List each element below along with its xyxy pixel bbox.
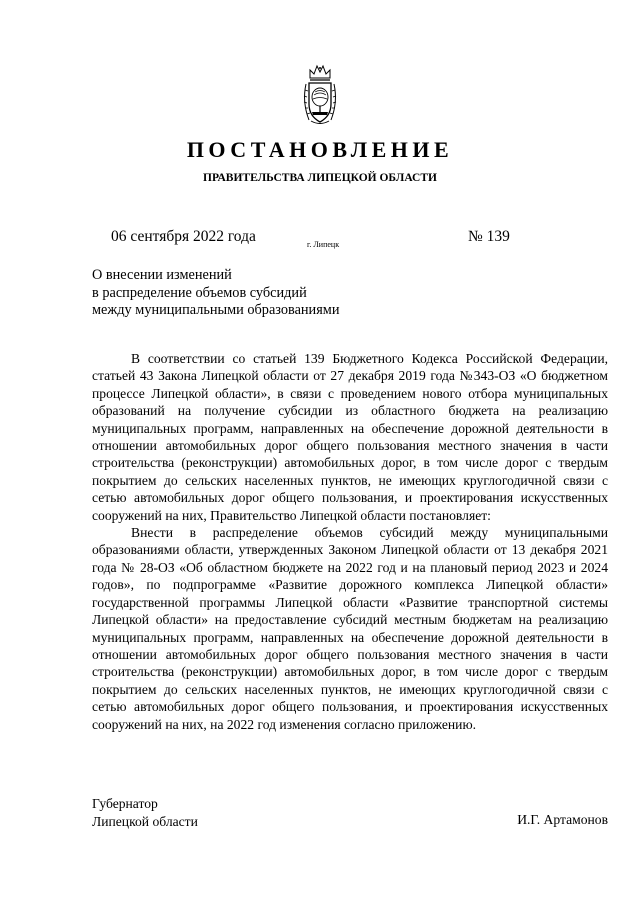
document-title: ПОСТАНОВЛЕНИЕ: [186, 137, 454, 162]
document-subject: [92, 267, 340, 320]
body-paragraph: В соответствии со статьей 139 Бюджетного Кодекса Российской Федерации, статьей 43 Закона Липецкой области от 27 декабря 2019 года №343-ОЗ «О бюджетном процессе Липецкой области», в связи с проведением нового отбора муниципальных образований на получение субсидии из областного бюджета на реализацию муниципальных программ, направленных на обеспечение дорожной деятельности в отношении автомобильных дорог общего пользования местного значения в части строительства (реконструкции) автомобильных дорог, в том числе дорог с твердым покрытием до сельских населенных пунктов, не имеющих круглогодичной связи с сетью автомобильных дорог общего пользования, и проектирования искусственных сооружений на них, Правительство Липецкой области постановляет:: [92, 351, 608, 523]
body-paragraph: Внести в распределение объемов субсидий между муниципальными образованиями области, утвержденных Законом Липецкой области от 13 декабря 2021 года № 28-ОЗ «Об областном бюджете на 2022 год и на плановый период 2023 и 2024 годов», по подпрограмме «Развитие дорожного комплекса Липецкой области» государственной программы Липецкой области «Развитие транспортной системы Липецкой области» на предоставление субсидий местным бюджетам на реализацию муниципальных программ, направленных на обеспечение дорожной деятельности в отношении автомобильных дорог общего пользования местного значения в части строительства (реконструкции) автомобильных дорог, в том числе дорог с твердым покрытием до сельских населенных пунктов, не имеющих круглогодичной связи с сетью автомобильных дорог общего пользования, и проектирования искусственных сооружений на них, на 2022 год изменения согласно приложению.: [92, 525, 608, 732]
subject-line: в распределение объемов субсидий: [92, 284, 307, 301]
position-line: Липецкой области: [92, 813, 198, 829]
document-city: г. Липецк: [307, 240, 340, 249]
signatory-name: И.Г. Артамонов: [517, 812, 608, 827]
coat-of-arms-icon: [301, 64, 339, 128]
document-body: [92, 350, 608, 733]
position-line: Губернатор: [92, 796, 158, 811]
document-number: № 139: [468, 228, 510, 245]
document-date: 06 сентября 2022 года: [111, 228, 256, 245]
signatory-position: [92, 795, 198, 830]
document-subtitle: ПРАВИТЕЛЬСТВА ЛИПЕЦКОЙ ОБЛАСТИ: [203, 172, 437, 184]
subject-line: между муниципальными образованиями: [92, 302, 340, 318]
subject-line: О внесении изменений: [92, 267, 232, 283]
